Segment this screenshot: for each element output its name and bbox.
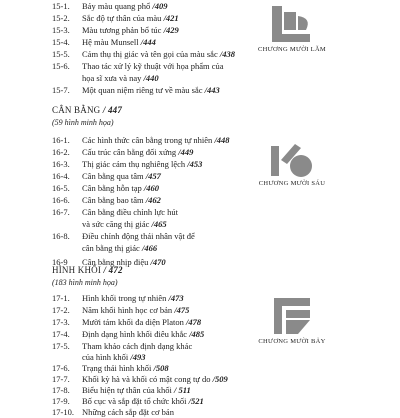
chapter-16-caption: CHƯƠNG MƯỜI SÁU xyxy=(258,180,326,187)
toc-row xyxy=(52,230,302,242)
toc-row xyxy=(52,84,302,96)
toc-entry: Cân bằng hỗn tạp /460 xyxy=(82,183,159,193)
toc-row xyxy=(52,72,302,84)
toc-number: 15-5. xyxy=(52,49,70,59)
toc-entry: Cân bằng điều chỉnh lực hút xyxy=(82,207,178,217)
chapter-17-emblem xyxy=(252,296,332,345)
toc-entry: Thao tác xử lý kỹ thuật với họa phẩm của xyxy=(82,61,224,71)
toc-number: 17-7. xyxy=(52,374,70,384)
toc-number: 15-7. xyxy=(52,85,70,95)
toc-entry: Mười tám khối đa diện Platon /478 xyxy=(82,317,202,327)
toc-entry: Cân bằng nhịp điệu /470 xyxy=(82,257,166,267)
section-16-subtitle: (59 hình minh họa) xyxy=(52,118,114,127)
toc-number: 16-2. xyxy=(52,147,70,157)
toc-row xyxy=(52,218,302,230)
toc-entry: Các hình thức cân bằng trong tự nhiên /448 xyxy=(82,135,230,145)
chapter-16-logo-icon xyxy=(269,142,315,178)
section-17-heading: HÌNH KHỐI / 472 xyxy=(52,265,123,275)
toc-entry: Tham khảo cách định dạng khác xyxy=(82,341,193,351)
toc-number: 16-1. xyxy=(52,135,70,145)
chapter-15-caption: CHƯƠNG MƯỜI LĂM xyxy=(257,46,327,53)
chapter-15-emblem xyxy=(252,4,332,53)
section-17-subtitle: (183 hình minh họa) xyxy=(52,278,118,287)
toc-entry: Màu tương phản bổ túc /429 xyxy=(82,25,179,35)
toc-number: 17-9. xyxy=(52,396,70,406)
toc-entry: Định dạng hình khối điêu khắc /485 xyxy=(82,329,205,339)
toc-number: 17-10. xyxy=(52,407,74,417)
toc-entry: Thị giác cảm thụ nghiêng lệch /453 xyxy=(82,159,203,169)
toc-entry: Những cách sắp đặt cơ bản xyxy=(82,407,174,417)
toc-number: 15-6. xyxy=(52,61,70,71)
toc-row xyxy=(52,60,302,72)
toc-number: 17-2. xyxy=(52,305,70,315)
toc-number: 17-6. xyxy=(52,363,70,373)
toc-number: 17-5. xyxy=(52,341,70,351)
toc-number: 15-3. xyxy=(52,25,70,35)
toc-entry: Cân bằng bao tâm /462 xyxy=(82,195,161,205)
toc-entry: Cấu trúc cân bằng đối xứng /449 xyxy=(82,147,194,157)
toc-number: 17-1. xyxy=(52,293,70,303)
toc-entry: Hệ màu Munsell /444 xyxy=(82,37,156,47)
toc-number: 16-5. xyxy=(52,183,70,193)
toc-number: 16-6. xyxy=(52,195,70,205)
toc-entry: Cân bằng qua tâm /457 xyxy=(82,171,161,181)
toc-number: 17-4. xyxy=(52,329,70,339)
toc-number: 16-7. xyxy=(52,207,70,217)
toc-entry: Trạng thái hình khối /508 xyxy=(82,363,169,373)
toc-entry: Điều chỉnh động thái nhân vật để xyxy=(82,231,195,241)
toc-entry: cân bằng thị giác /466 xyxy=(82,243,158,253)
chapter-17-logo-icon xyxy=(270,296,314,336)
toc-number: 17-8. xyxy=(52,385,70,395)
toc-number: 16-9 xyxy=(52,257,68,267)
chapter-16-emblem xyxy=(252,142,332,187)
toc-entry: Biểu hiện tự thân của khối / 511 xyxy=(82,385,191,395)
toc-number: 16-8. xyxy=(52,231,70,241)
toc-entry: Năm khối hình học cơ bản /475 xyxy=(82,305,190,315)
toc-number: 15-1. xyxy=(52,1,70,11)
toc-row xyxy=(52,406,302,418)
toc-entry: Một quan niệm riêng tư về màu sắc /443 xyxy=(82,85,220,95)
toc-entry: họa sĩ xưa và nay /440 xyxy=(82,73,159,83)
chapter-17-caption: CHƯƠNG MƯỜI BẢY xyxy=(258,338,326,345)
toc-entry: Bố cục và sắp đặt tổ chức khối /521 xyxy=(82,396,204,406)
toc-entry: Cảm thụ thị giác và tên gọi của màu sắc /438 xyxy=(82,49,235,59)
toc-entry: Khối kỳ hà và khối có mật cong tự do /509 xyxy=(82,374,228,384)
toc-number: 16-4. xyxy=(52,171,70,181)
toc-number: 15-2. xyxy=(52,13,70,23)
toc-entry: và sức căng thị giác /465 xyxy=(82,219,167,229)
chapter-15-logo-icon xyxy=(270,4,314,44)
toc-entry: Hình khối trong tự nhiên /473 xyxy=(82,293,184,303)
toc-entry: Sắc độ tự thân của màu /421 xyxy=(82,13,179,23)
toc-row xyxy=(52,194,302,206)
toc-entry: của hình khối /493 xyxy=(82,352,146,362)
toc-number: 16-3. xyxy=(52,159,70,169)
toc-row xyxy=(52,206,302,218)
toc-row xyxy=(52,242,302,254)
toc-entry: Bảy màu quang phổ /409 xyxy=(82,1,168,11)
toc-number: 15-4. xyxy=(52,37,70,47)
toc-number: 17-3. xyxy=(52,317,70,327)
section-16-heading: CÂN BẰNG / 447 xyxy=(52,105,123,115)
